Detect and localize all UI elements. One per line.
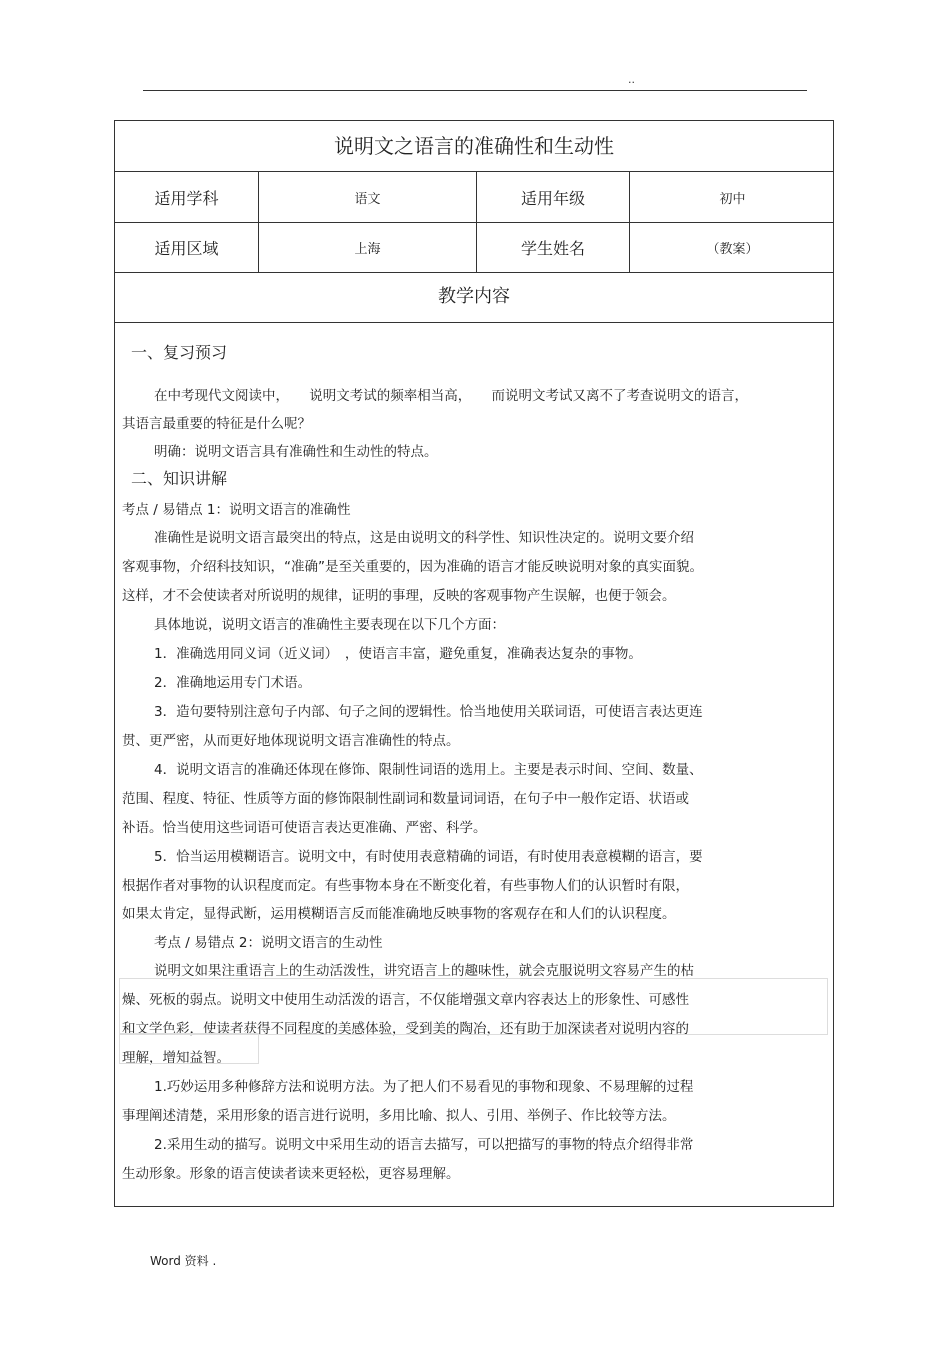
grade-label: 适用年级 bbox=[477, 172, 630, 222]
paragraph-line: 其语言最重要的特征是什么呢？ bbox=[122, 416, 311, 432]
list-item: 2．准确地运用专门术语。 bbox=[154, 675, 312, 691]
paragraph-line: 和文学色彩，使读者获得不同程度的美感体验，受到美的陶冶，还有助于加深读者对说明内容的 bbox=[122, 1021, 689, 1037]
list-item-cont: 事理阐述清楚，采用形象的语言进行说明，多用比喻、拟人、引用、举例子、作比较等方法。 bbox=[122, 1108, 676, 1124]
section-title: 教学内容 bbox=[115, 272, 833, 323]
list-item: 1.巧妙运用多种修辞方法和说明方法。为了把人们不易看见的事物和现象、不易理解的过程 bbox=[154, 1079, 694, 1095]
list-item: 2.采用生动的描写。说明文中采用生动的语言去描写，可以把描写的事物的特点介绍得非常 bbox=[154, 1137, 694, 1153]
paragraph-line: 说明文如果注重语言上的生动活泼性，讲究语言上的趣味性，就会克服说明文容易产生的枯 bbox=[154, 963, 694, 979]
list-item-cont: 补语。恰当使用这些词语可使语言表达更准确、严密、科学。 bbox=[122, 820, 487, 836]
student-value: （教案） bbox=[706, 241, 759, 257]
paragraph-line: 在中考现代文阅读中， 说明文考试的频率相当高， 而说明文考试又离不了考查说明文的语言， bbox=[154, 388, 748, 404]
header-dots: .. bbox=[628, 73, 635, 86]
list-item-cont: 贯、更严密，从而更好地体现说明文语言准确性的特点。 bbox=[122, 733, 460, 749]
paragraph-line: 准确性是说明文语言最突出的特点，这是由说明文的科学性、知识性决定的。说明文要介绍 bbox=[154, 530, 694, 546]
student-label: 学生姓名 bbox=[477, 222, 630, 272]
subject-value: 语文 bbox=[259, 172, 477, 222]
paragraph-line: 具体地说，说明文语言的准确性主要表现在以下几个方面： bbox=[154, 617, 505, 633]
paragraph-line: 明确：说明文语言具有准确性和生动性的特点。 bbox=[154, 444, 438, 460]
paragraph-line: 客观事物，介绍科技知识，“准确”是至关重要的，因为准确的语言才能反映说明对象的真实面貌。 bbox=[122, 559, 703, 575]
scan-artifact-box bbox=[119, 978, 828, 1035]
list-item: 4．说明文语言的准确还体现在修饰、限制性词语的选用上。主要是表示时间、空间、数量、 bbox=[154, 762, 703, 778]
grade-value: 初中 bbox=[719, 191, 746, 207]
list-item-cont: 生动形象。形象的语言使读者读来更轻松，更容易理解。 bbox=[122, 1166, 460, 1182]
paragraph-line: 理解，增知益智。 bbox=[122, 1050, 230, 1066]
region-label: 适用区域 bbox=[115, 222, 259, 272]
list-item: 3．造句要特别注意句子内部、句子之间的逻辑性。恰当地使用关联词语，可使语言表达更连 bbox=[154, 704, 703, 720]
paragraph-line: 这样，才不会使读者对所说明的规律，证明的事理，反映的客观事物产生误解，也便于领会。 bbox=[122, 588, 676, 604]
footer-text: Word 资料 . bbox=[150, 1254, 217, 1268]
key-point-label: 考点 / 易错点 2：说明文语言的生动性 bbox=[154, 935, 383, 951]
scan-artifact-box bbox=[119, 1033, 259, 1064]
list-item-cont: 如果太肯定，显得武断，运用模糊语言反而能准确地反映事物的客观存在和人们的认识程度。 bbox=[122, 906, 676, 922]
subject-label: 适用学科 bbox=[115, 172, 259, 222]
document-title: 说明文之语言的准确性和生动性 bbox=[115, 121, 833, 172]
region-value: 上海 bbox=[259, 222, 477, 272]
heading-review: 一、复习预习 bbox=[131, 343, 228, 362]
key-point-label: 考点 / 易错点 1：说明文语言的准确性 bbox=[122, 502, 351, 518]
heading-knowledge: 二、知识讲解 bbox=[131, 469, 228, 488]
list-item: 5．恰当运用模糊语言。说明文中，有时使用表意精确的词语，有时使用表意模糊的语言，要 bbox=[154, 849, 703, 865]
list-item: 1．准确选用同义词（近义词） ，使语言丰富，避免重复，准确表达复杂的事物。 bbox=[154, 646, 642, 662]
list-item-cont: 根据作者对事物的认识程度而定。有些事物本身在不断变化着，有些事物人们的认识暂时有限， bbox=[122, 878, 689, 894]
paragraph-line: 燥、死板的弱点。说明文中使用生动活泼的语言，不仅能增强文章内容表达上的形象性、可感性 bbox=[122, 992, 689, 1008]
list-item-cont: 范围、程度、特征、性质等方面的修饰限制性副词和数量词词语，在句子中一般作定语、状语或 bbox=[122, 791, 689, 807]
